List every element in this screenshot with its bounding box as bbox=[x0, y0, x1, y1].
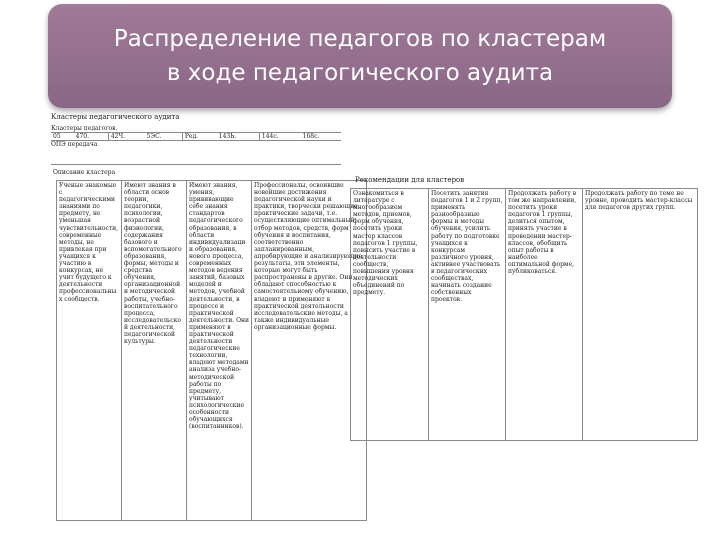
title-line-2: в ходе педагогического аудита bbox=[166, 60, 554, 86]
groups-header bbox=[51, 125, 341, 146]
group-value: 470. bbox=[74, 133, 109, 141]
divider bbox=[51, 164, 341, 165]
groups-label: Кластеры педагогов. bbox=[51, 125, 341, 133]
group-note: 168с. bbox=[301, 133, 341, 141]
group-extra: 5ЭС. bbox=[145, 133, 183, 141]
cluster-cell: Имеют знания, умения, прививающие себе знания стандартов педагогического образования, в области индивидуализации образования, нового процесса, современных методов ведения занятий, базовых моделей и методов, учебной деятельности, в процессе и практической деятельности. Они применяют в практической деятельности педагогические технологии, владеют методами анализа учебно-методической работы по предмету, учитывают психологические особенности обучающихся (воспитанников). bbox=[187, 181, 252, 521]
cluster-cell: Ученые знакомые с педагогическими знаниями по предмету, не уменьшая чувствительности, современные методы, не привлекая при учащихся к участию в конкурсах, не учит будущего к деятельности профессиональных сообществ. bbox=[57, 181, 122, 521]
group-note: 143Ь. bbox=[217, 133, 260, 141]
right-doc-caption: Рекомендации для кластеров bbox=[355, 176, 465, 184]
section-label: Описание кластера bbox=[53, 169, 116, 176]
recommendation-cell: Посетить занятия педагогов 1 и 2 групп, применять разнообразные формы и методы обучения, усилить работу по подготовке учащихся к конкурсам различного уровня, активнее участвовать в педагогических сообществах, начинать создание собственных проектов. bbox=[429, 189, 506, 441]
recommendation-cell: Продолжать работу в том же направлении, посетить уроки педагогов 1 группы, делиться опытом, принять участие в проведении мастер-классов, обобщить опыт работы в наиболее оптимальной форме, публиковаться. bbox=[506, 189, 583, 441]
groups-table bbox=[51, 133, 341, 141]
cluster-cell: Профессионалы, освоившие новейшие достижения педагогической науки и практики, творчески решающие практические задачи, т.е. осуществляющие оптимальный отбор методов, средств, форм обучения и воспитания, соответственно запланированным, апробирующие и анализирующие результаты, эти элементы, которые могут быть распространены в другие. Они обладают способностью к самостоятельному обучению, владеют и применяют в практической деятельности исследовательские методы, а также индивидуальные организационные формы. bbox=[252, 181, 367, 521]
left-clusters-table bbox=[56, 180, 367, 521]
recommendation-cell: Ознакомиться в литературе с многообразием методов, приемов, форм обучения, посетить уроки мастер классов педагогов 1 группы, повысить участие в деятельности сообществ, повышения уровня методических объединений по предмету. bbox=[351, 189, 429, 441]
title-banner bbox=[48, 4, 672, 108]
sub-label: ОПЭ передача bbox=[51, 141, 98, 148]
group-value: Ред. bbox=[182, 133, 216, 141]
left-doc-caption: Кластеры педагогического аудита bbox=[51, 113, 180, 121]
recommendation-cell: Продолжать работу по теме не уровне, проводить мастер-классы для педагогов других групп. bbox=[583, 189, 698, 441]
group-note: 42Ч. bbox=[108, 133, 144, 141]
title-line-1: Распределение педагогов по кластерам bbox=[113, 26, 607, 52]
group-code: 05 bbox=[51, 133, 74, 141]
right-recommendations-table bbox=[350, 188, 698, 441]
cluster-cell: Имеют знания в области основ теории, педагогики, психологии, возрастной физиологии, содержания базового и вспомогательного образования, формы, методы и средства обучения, организационной и методической работы, учебно-воспитательного процесса, исследовательской деятельности, педагогической культуры. bbox=[122, 181, 187, 521]
group-value: 144с. bbox=[259, 133, 300, 141]
